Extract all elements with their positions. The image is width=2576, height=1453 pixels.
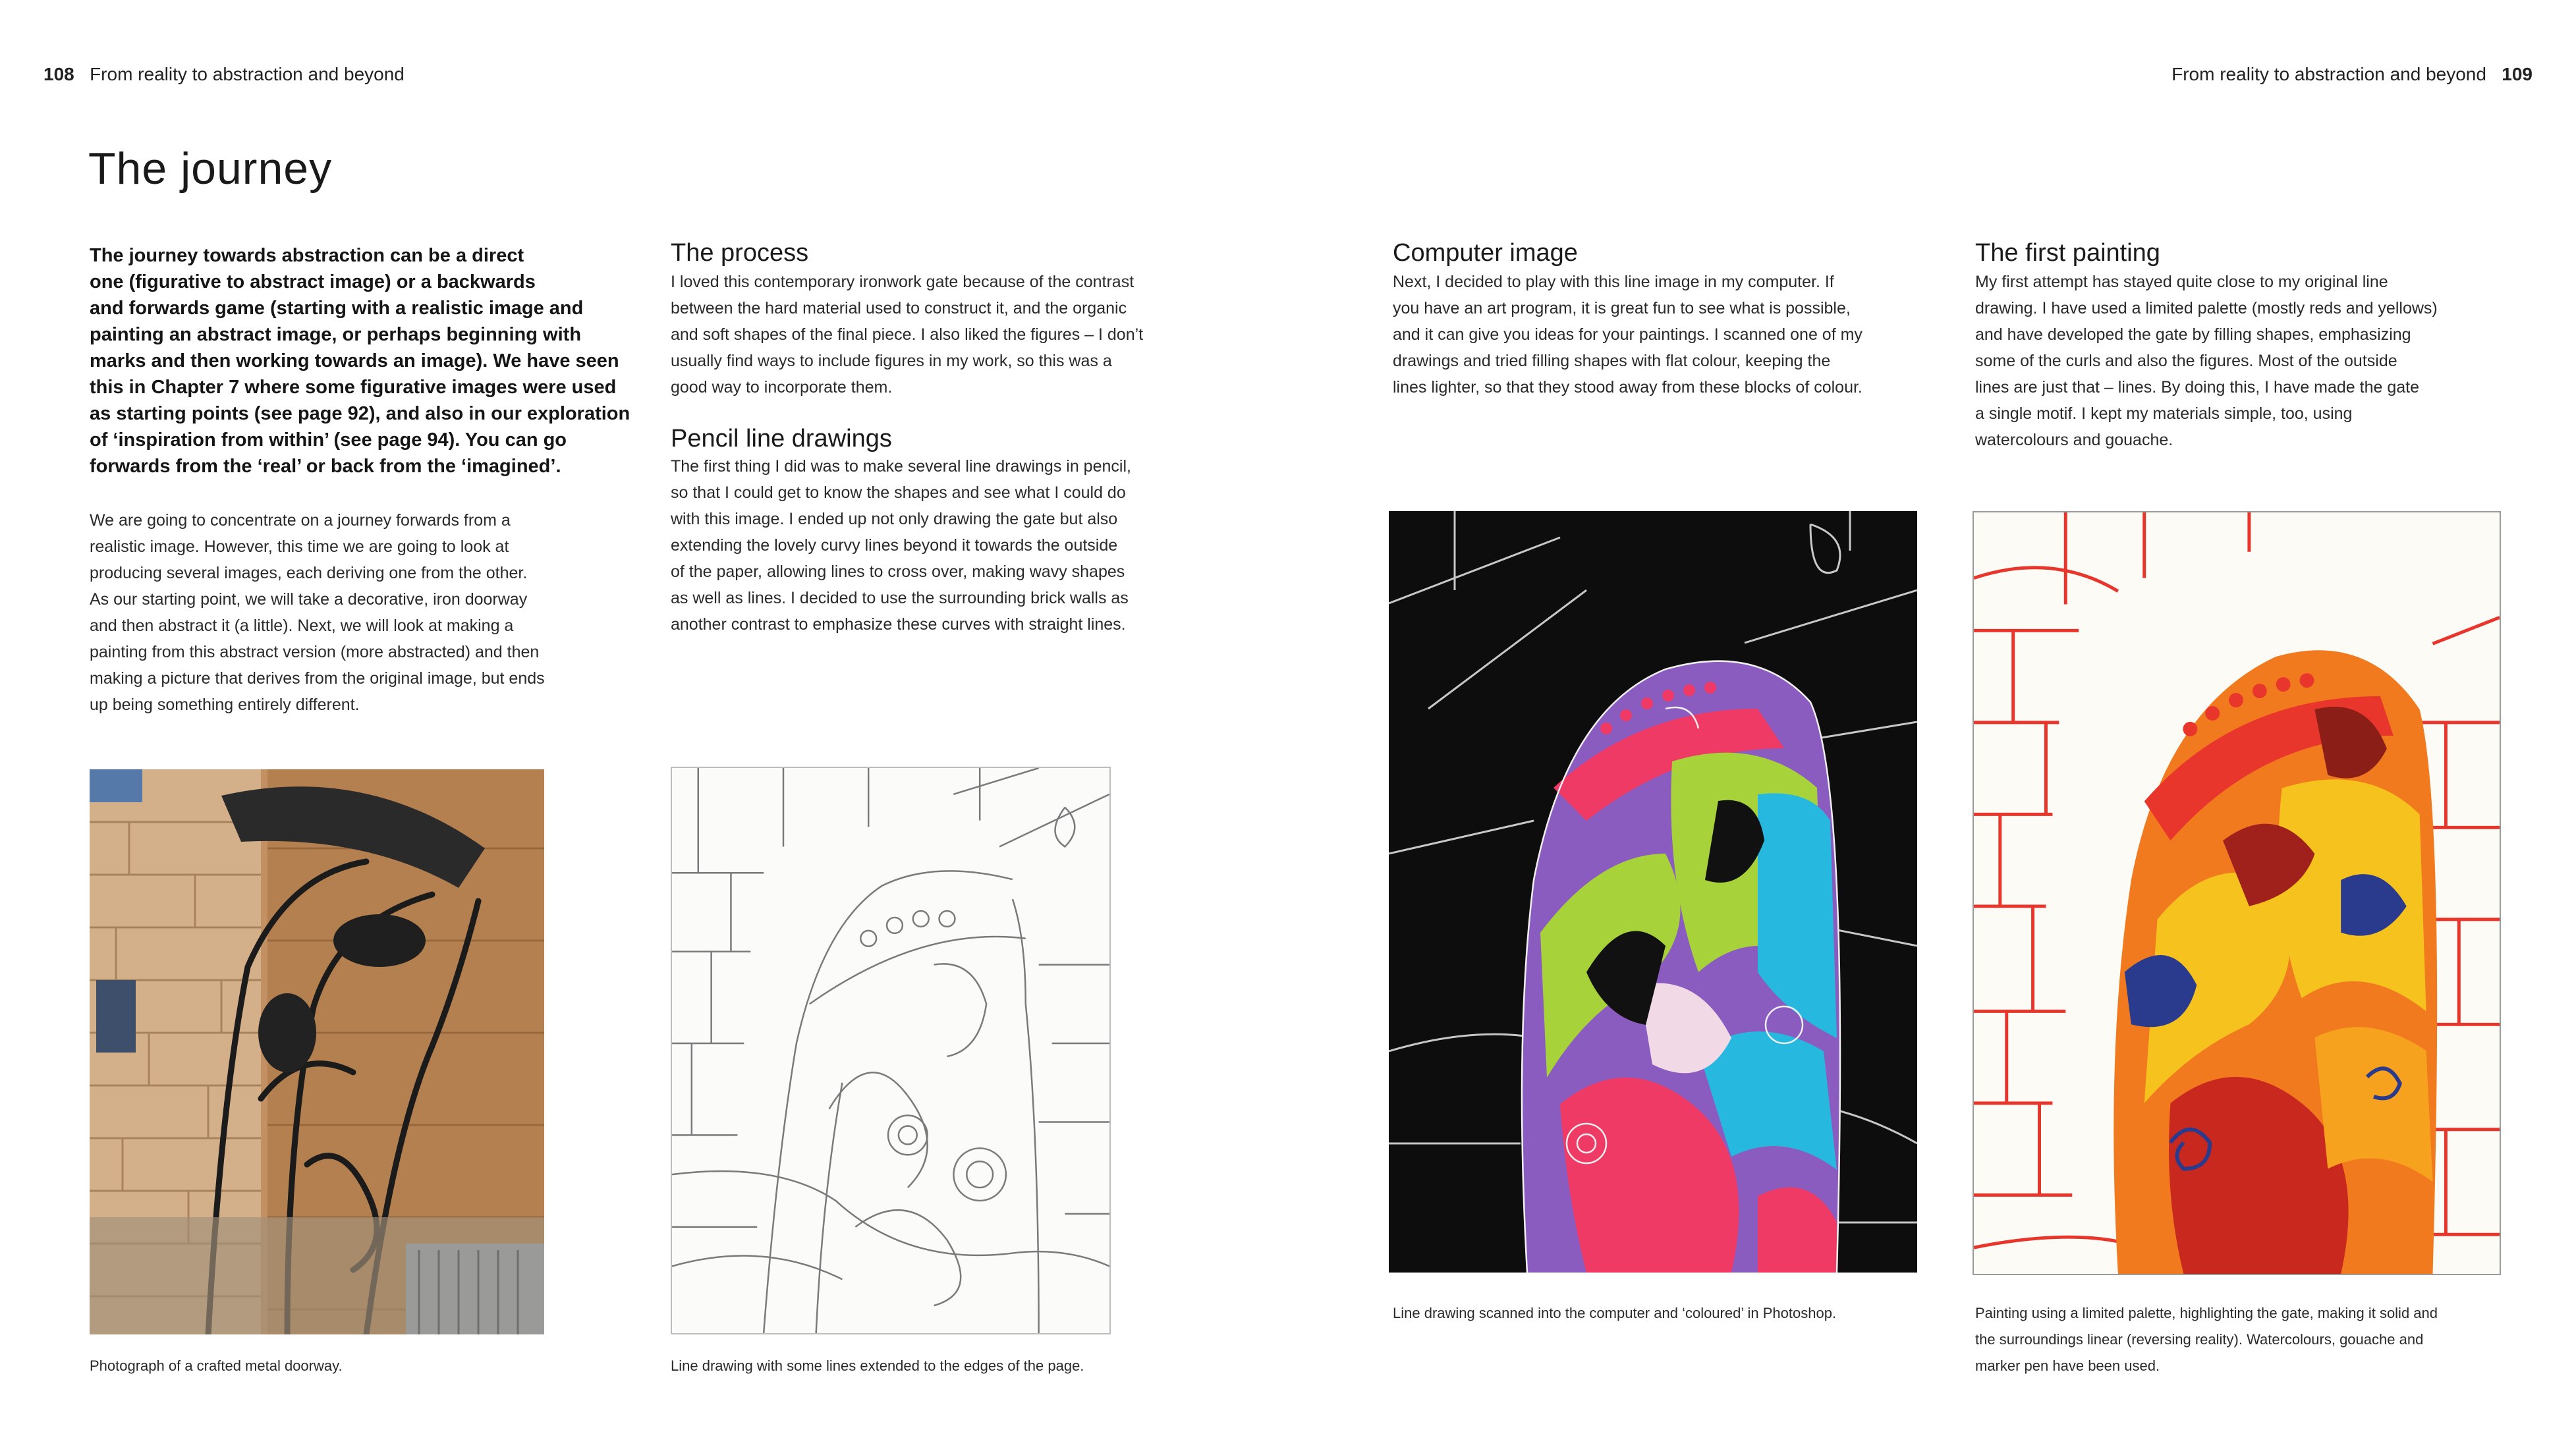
right-running-head	[2171, 63, 2533, 86]
section-heading-painting: The first painting	[1975, 239, 2160, 267]
caption-painting-text: Painting using a limited palette, highlighting the gate, making it solid and the surroundings linear (reversing reality). Watercolours, gouache and marker pen have been used.	[1975, 1305, 2438, 1374]
page-title: The journey	[88, 144, 333, 194]
section-text-computer: Next, I decided to play with this line image in my computer. If you have an art program, it is great fun to see what is possible, and it can give you ideas for your paintings. I scanned one of my drawings and tried filling shapes with flat colour, keeping the lines lighter, so that they stood away from these blocks of colour.	[1393, 273, 1862, 397]
caption-photo: Photograph of a crafted metal doorway.	[90, 1357, 343, 1374]
caption-computer: Line drawing scanned into the computer and ‘coloured’ in Photoshop.	[1393, 1305, 1837, 1321]
section-heading-computer: Computer image	[1393, 239, 1578, 267]
right-page-number: 109	[2502, 64, 2533, 84]
section-heading-process: The process	[671, 239, 809, 267]
section-text-painting: My first attempt has stayed quite close to my original line drawing. I have used a limited palette (mostly reds and yellows) and have developed the gate by filling shapes, emphasizing some of the curls and also the figures. Most of the outside lines are just that – lines. By doing this, I have made the gate a single motif. I kept my materials simple, too, using watercolours and gouache.	[1975, 273, 2438, 449]
first-painting-image	[1973, 511, 2501, 1275]
section-text-pencil: The first thing I did was to make several line drawings in pencil, so that I could get to know the shapes and see what I could do with this image. I ended up not only drawing the gate but also extending the lovely curvy lines beyond it towards the outside of the paper, allowing lines to cross over, making wavy shapes as well as lines. I decided to use the surrounding brick walls as another contrast to emphasize these curves with straight lines.	[671, 457, 1131, 634]
right-running-head-text: From reality to abstraction and beyond	[2171, 64, 2486, 84]
pencil-line-drawing	[671, 767, 1111, 1334]
left-running-head	[43, 63, 405, 86]
left-page-number: 108	[43, 64, 74, 84]
caption-painting	[1975, 1300, 2542, 1379]
caption-line-drawing: Line drawing with some lines extended to the edges of the page.	[671, 1357, 1084, 1374]
intro-body-paragraph: We are going to concentrate on a journey forwards from a realistic image. However, this time we are going to look at producing several images, each deriving one from the other. As our starting point, we will take a decorative, iron doorway and then abstract it (a little). Next, we will look at making a painting from this abstract version (more abstracted) and then making a picture that derives from the original image, but ends up being something entirely different.	[90, 511, 545, 714]
computer-coloured-image	[1389, 511, 1917, 1273]
section-heading-pencil: Pencil line drawings	[671, 425, 892, 452]
intro-lead-paragraph: The journey towards abstraction can be a direct one (figurative to abstract image) or a backwards and forwards game (starting with a realistic image and painting an abstract image, or perhaps beginning with marks and then working towards an image). We have seen this in Chapter 7 where some figurative images were used as starting points (see page 92), and also in our exploration of ‘inspiration from within’ (see page 94). You can go forwards from the ‘real’ or back from the ‘imagined’.	[90, 245, 630, 477]
section-text-process: I loved this contemporary ironwork gate because of the contrast between the hard material used to construct it, and the organic and soft shapes of the final piece. I also liked the figures – I don’t usually find ways to include figures in my work, so this was a good way to incorporate them.	[671, 273, 1144, 397]
doorway-photo	[90, 769, 544, 1334]
left-running-head-text: From reality to abstraction and beyond	[90, 64, 405, 84]
